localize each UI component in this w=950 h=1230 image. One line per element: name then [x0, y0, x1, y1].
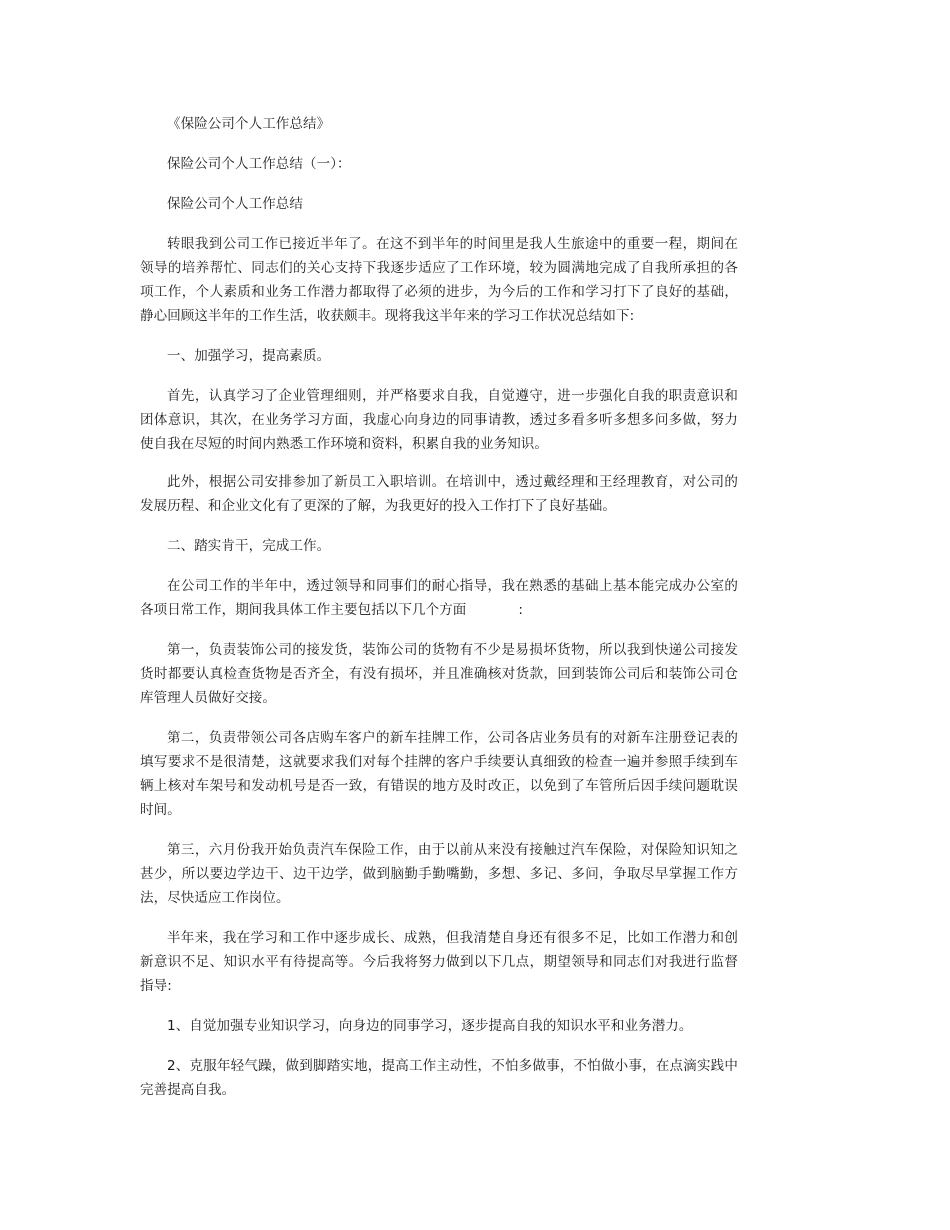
part-heading: 保险公司个人工作总结（一）： — [167, 156, 351, 172]
paragraph-training: 此外，根据公司安排参加了新员工入职培训。在培训中，透过戴经理和王经理教育，对公司的发展历程、和企业文化有了更深的了解，为我更好的投入工作打下了良好基础。 — [140, 474, 738, 514]
paragraph-intro: 转眼我到公司工作已接近半年了。在这不到半年的时间里是我人生旅途中的重要一程，期间在领导的培养帮忙、同志们的关心支持下我逐步适应了工作环境，较为圆满地完成了自我所承担的各项工作，个人素质和业务工作潜力都取得了必须的进步，为今后的工作和学习打下了良好的基础，静心回顾这半年的工作生活，收获颇丰。现将我这半年来的学习工作状况总结如下: — [140, 236, 738, 324]
paragraph-work-intro-text: 在公司工作的半年中，透过领导和同事们的耐心指导，我在熟悉的基础上基本能完成办公室的各项日常工作，期间我具体工作主要包括以下几个方面 — [140, 578, 738, 618]
trailing-colon: : — [518, 602, 524, 618]
document-title: 《保险公司个人工作总结》 — [167, 116, 331, 132]
document-subtitle: 保险公司个人工作总结 — [167, 196, 303, 212]
paragraph-work-intro — [140, 574, 738, 622]
list-item-2: 2、克服年轻气躁，做到脚踏实地，提高工作主动性，不怕多做事，不怕做小事，在点滴实践中完善提高自我。 — [140, 1058, 738, 1098]
section-heading-2: 二、踏实肯干，完成工作。 — [167, 538, 331, 554]
paragraph-third: 第三，六月份我开始负责汽车保险工作，由于以前从来没有接触过汽车保险，对保险知识知之甚少，所以要边学边干、边干边学，做到脑勤手勤嘴勤，多想、多记、多问，争取尽早掌握工作方法，尽快适应工作岗位。 — [140, 842, 738, 906]
paragraph-study: 首先，认真学习了企业管理细则，并严格要求自我，自觉遵守，进一步强化自我的职责意识和团体意识，其次，在业务学习方面，我虚心向身边的同事请教，透过多看多听多想多问多做，努力使自我在尽短的时间内熟悉工作环境和资料，积累自我的业务知识。 — [140, 388, 738, 452]
paragraph-second: 第二，负责带领公司各店购车客户的新车挂牌工作，公司各店业务员有的对新车注册登记表的填写要求不是很清楚，这就要求我们对每个挂牌的客户手续要认真细致的检查一遍并参照手续到车辆上核对车架号和发动机号是否一致，有错误的地方及时改正，以免到了车管所后因手续问题耽误时间。 — [140, 730, 738, 818]
list-item-1: 1、自觉加强专业知识学习，向身边的同事学习，逐步提高自我的知识水平和业务潜力。 — [167, 1018, 693, 1034]
paragraph-summary: 半年来，我在学习和工作中逐步成长、成熟，但我清楚自身还有很多不足，比如工作潜力和创新意识不足、知识水平有待提高等。今后我将努力做到以下几点，期望领导和同志们对我进行监督指导: — [140, 930, 738, 994]
document-page — [140, 112, 738, 1102]
paragraph-first: 第一，负责装饰公司的接发货，装饰公司的货物有不少是易损坏货物，所以我到快递公司接发货时都要认真检查货物是否齐全，有没有损坏，并且准确核对货款，回到装饰公司后和装饰公司仓库管理人员做好交接。 — [140, 642, 738, 706]
section-heading-1: 一、加强学习，提高素质。 — [167, 348, 331, 364]
